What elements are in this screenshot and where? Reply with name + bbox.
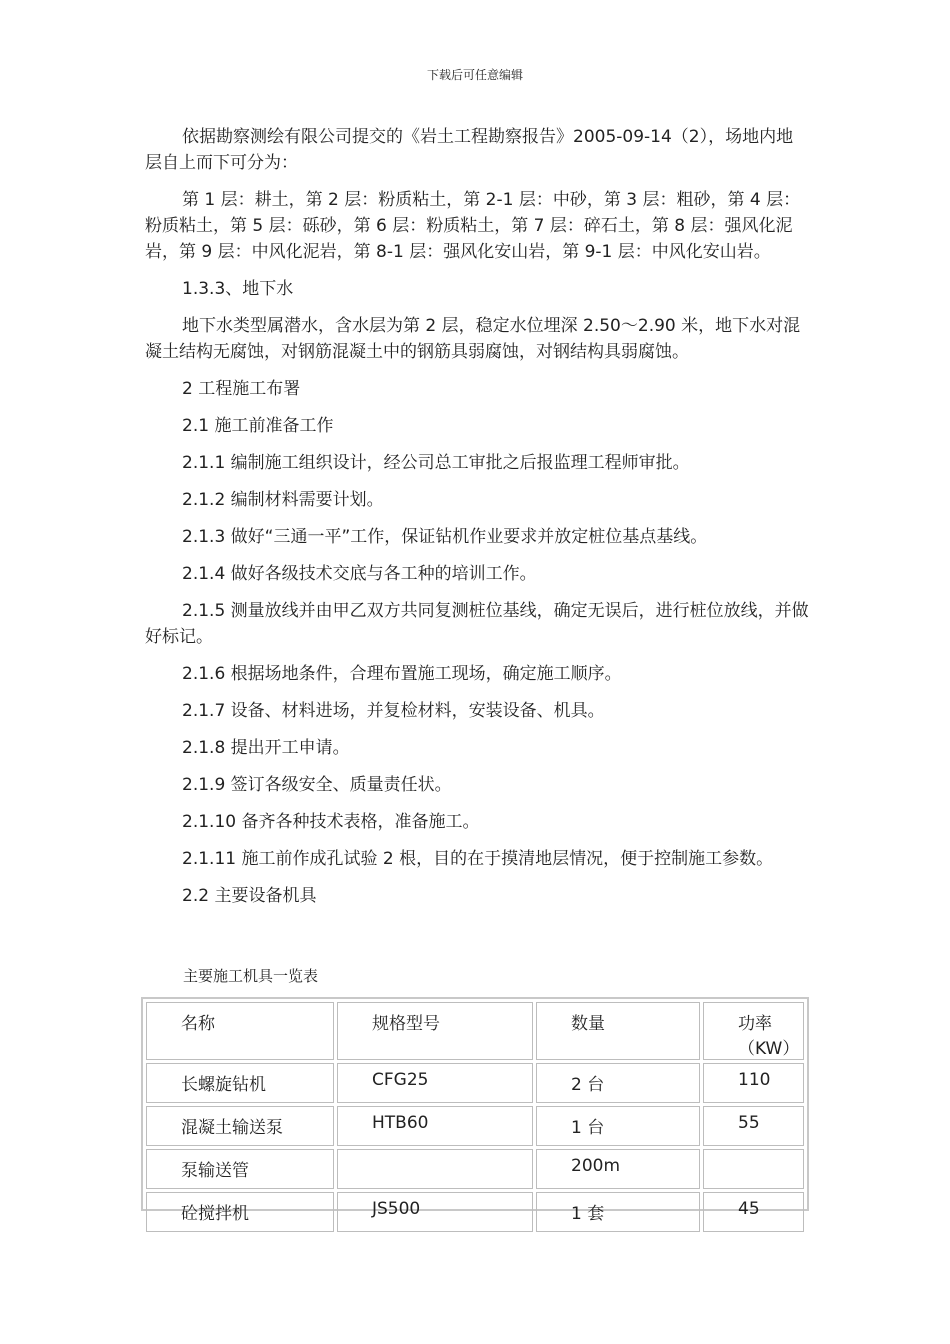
section-heading: 2.1 施工前准备工作 [182, 416, 334, 436]
table-cell: CFG25 [337, 1063, 533, 1103]
header-cell: 名称 [146, 1002, 334, 1060]
paragraph: 地下水类型属潜水，含水层为第 2 层，稳定水位埋深 2.50～2.90 米，地下水对混凝土结构无腐蚀，对钢筋混凝土中的钢筋具弱腐蚀，对钢结构具弱腐蚀。 [145, 316, 801, 362]
equipment-table [141, 997, 809, 1224]
table-cell: 泵输送管 [146, 1149, 334, 1189]
table-row [146, 1106, 804, 1146]
list-item: 2.1.4 做好各级技术交底与各工种的培训工作。 [182, 564, 537, 584]
table-cell: JS500 [337, 1192, 533, 1232]
list-item: 2.1.10 备齐各种技术表格，准备施工。 [182, 812, 480, 832]
table-cell: 1 套 [536, 1192, 700, 1232]
table-cell [337, 1149, 533, 1189]
table-cell: 砼搅拌机 [146, 1192, 334, 1232]
document-body [145, 124, 810, 920]
section-heading: 1.3.3、地下水 [182, 279, 294, 299]
table-cell: 45 [703, 1192, 804, 1232]
section-heading: 2.2 主要设备机具 [182, 886, 317, 906]
paragraph: 第 1 层：耕土，第 2 层：粉质粘土，第 2-1 层：中砂，第 3 层：粗砂，第 4 层：粉质粘土，第 5 层：砾砂，第 6 层：粉质粘土，第 7 层：碎石土，第 8 层：强风化泥岩，第 9 层：中风化泥岩，第 8-1 层：强风化安山岩，第 9-1 层：中风化安山岩。 [145, 190, 801, 262]
list-item: 2.1.5 测量放线并由甲乙双方共同复测桩位基线，确定无误后，进行桩位放线，并做好标记。 [145, 601, 809, 647]
list-item: 2.1.1 编制施工组织设计，经公司总工审批之后报监理工程师审批。 [182, 453, 690, 473]
paragraph: 依据勘察测绘有限公司提交的《岩土工程勘察报告》2005-09-14（2），场地内地层自上而下可分为： [145, 127, 794, 173]
table-cell [703, 1149, 804, 1189]
table-cell: 110 [703, 1063, 804, 1103]
table-row [146, 1192, 804, 1232]
table-cell: HTB60 [337, 1106, 533, 1146]
table-row [146, 1149, 804, 1189]
list-item: 2.1.9 签订各级安全、质量责任状。 [182, 775, 452, 795]
header-cell: 功率（KW） [703, 1002, 804, 1060]
list-item: 2.1.8 提出开工申请。 [182, 738, 350, 758]
table-cell: 55 [703, 1106, 804, 1146]
list-item: 2.1.6 根据场地条件，合理布置施工现场，确定施工顺序。 [182, 664, 622, 684]
header-cell: 规格型号 [337, 1002, 533, 1060]
table-cell: 长螺旋钻机 [146, 1063, 334, 1103]
list-item: 2.1.7 设备、材料进场，并复检材料，安装设备、机具。 [182, 701, 605, 721]
table-caption: 主要施工机具一览表 [183, 967, 319, 985]
list-item: 2.1.2 编制材料需要计划。 [182, 490, 384, 510]
table-row [146, 1063, 804, 1103]
table-cell: 200m [536, 1149, 700, 1189]
table-cell: 1 台 [536, 1106, 700, 1146]
header-cell: 数量 [536, 1002, 700, 1060]
table-cell: 2 台 [536, 1063, 700, 1103]
table-cell: 混凝土输送泵 [146, 1106, 334, 1146]
list-item: 2.1.11 施工前作成孔试验 2 根，目的在于摸清地层情况，便于控制施工参数。 [182, 849, 774, 869]
page-header: 下载后可任意编辑 [426, 68, 523, 82]
table-header-row [146, 1002, 804, 1060]
section-heading: 2 工程施工布署 [182, 379, 301, 399]
list-item: 2.1.3 做好“三通一平”工作，保证钻机作业要求并放定桩位基点基线。 [182, 527, 708, 547]
